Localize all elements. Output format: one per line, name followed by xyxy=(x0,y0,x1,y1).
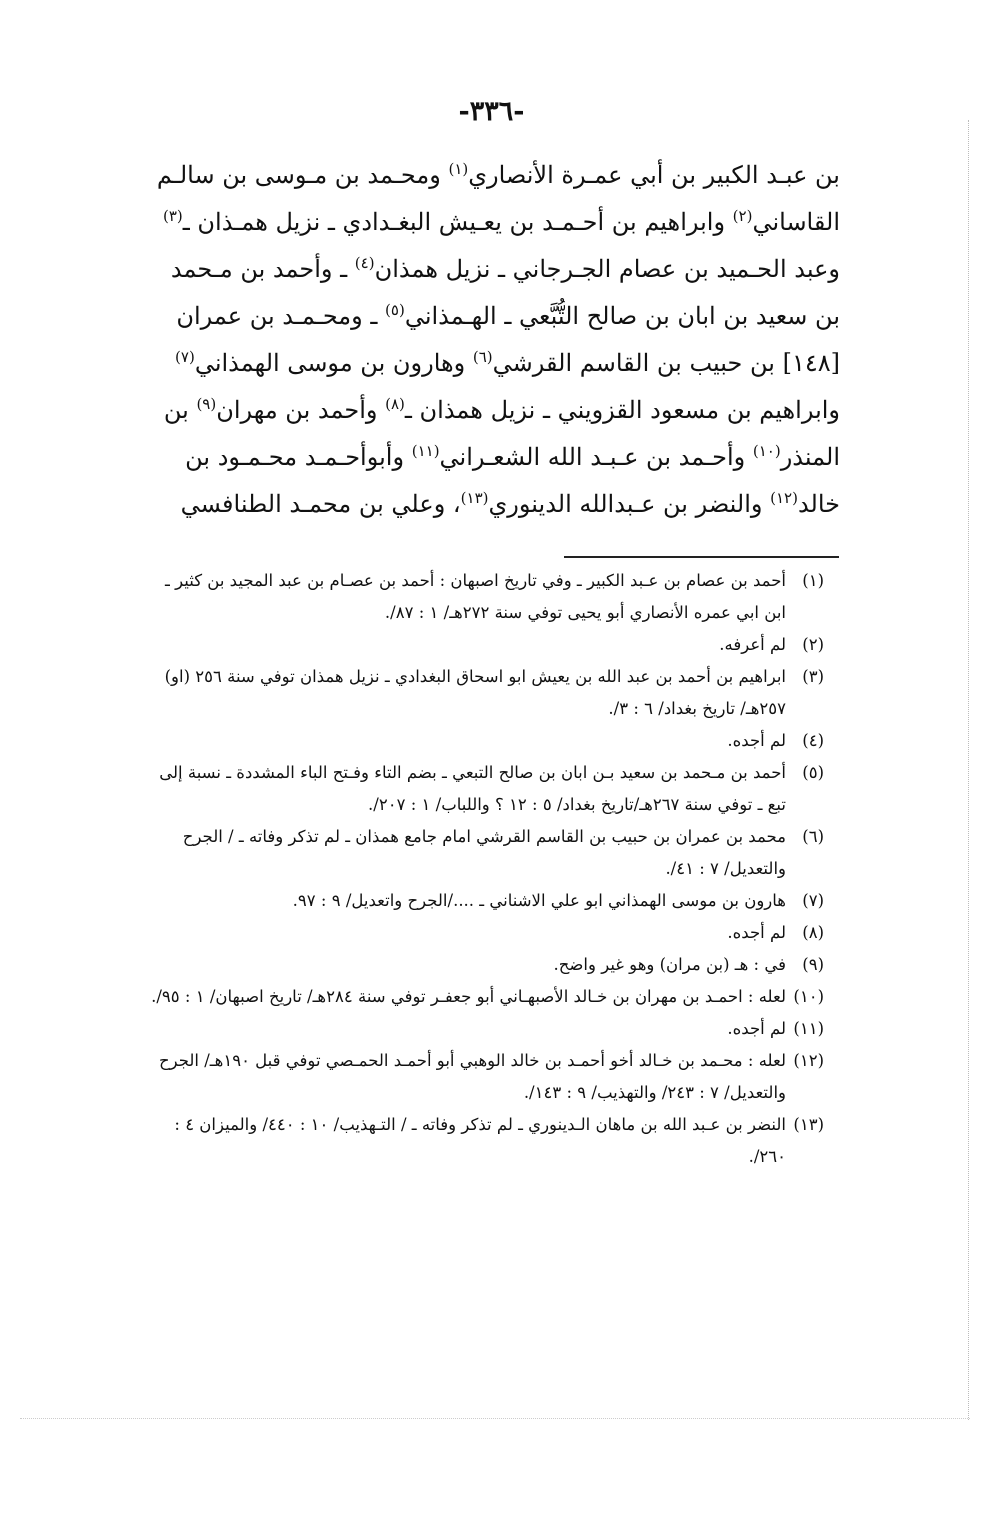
main-text-line xyxy=(122,481,840,528)
footnote-text: لعله : احمـد بن مهران بن خـالد الأصبهـاني أبو جعفـر توفي سنة ٢٨٤هـ/ تاريخ اصبهان/ ١ : ٩٥/. xyxy=(151,987,786,1006)
footnote-number: (١) xyxy=(802,571,824,590)
footnote-reference: (١٣) xyxy=(460,489,489,507)
footnote-text: هارون بن موسى الهمذاني ابو علي الاشناني ـ ..../الجرح واتعديل/ ٩ : ٩٧. xyxy=(292,891,786,910)
main-text-segment: ومحـمد بن مـوسى بن سالـم xyxy=(156,161,449,189)
main-text-line xyxy=(122,293,840,340)
main-text-segment: وأحـمد بن عـبـد الله الشعـراني xyxy=(439,443,753,471)
scan-edge-right xyxy=(968,120,969,1420)
footnote-reference: (٥) xyxy=(385,301,405,319)
footnote-reference: (١٠) xyxy=(752,442,781,460)
footnote-text: ابراهيم بن أحمد بن عبد الله بن يعيش ابو اسحاق البغدادي ـ نزيل همذان توفي سنة ٢٥٦ (او) ٢٥٧هـ/ تاريخ بغداد/ ٦ : ٣/. xyxy=(164,667,786,718)
footnote-reference: (٤) xyxy=(354,254,375,272)
main-text-segment: بن سعيد بن ابان بن صالح التُّبَّعي ـ الهـمذاني xyxy=(404,302,840,330)
footnote-number: (٩) xyxy=(802,955,824,974)
footnote-reference: (٦) xyxy=(472,348,493,366)
footnote xyxy=(150,1109,824,1173)
footnote-reference: (٨) xyxy=(385,395,405,413)
footnote xyxy=(150,565,824,629)
main-text-segment: المنذر xyxy=(780,443,840,471)
footnote-reference: (١٢) xyxy=(770,489,798,507)
main-text-segment: ـ وأحمد بن مـحمد xyxy=(170,255,355,283)
main-text-line xyxy=(122,246,840,293)
footnote-reference: (٢) xyxy=(732,207,753,225)
main-text-segment: [١٤٨] بن حبيب بن القاسم القرشي xyxy=(492,349,840,377)
footnote-text: لم أعرفه. xyxy=(719,635,786,654)
footnote xyxy=(150,949,824,981)
footnote-number: (١١) xyxy=(793,1019,824,1038)
main-text-line xyxy=(122,199,840,246)
footnote-text: النضر بن عـبد الله بن ماهان الـدينوري ـ لم تذكر وفاته ـ / التـهذيب/ ١٠ : ٤٤٠/ والميزان ٤ : ٢٦٠/. xyxy=(174,1115,786,1166)
main-text-line xyxy=(122,152,840,199)
footnote xyxy=(150,629,824,661)
main-text-segment: وابراهيم بن مسعود القزويني ـ نزيل همذان ـ xyxy=(404,396,840,424)
main-text-segment: القاساني xyxy=(752,208,840,236)
footnotes xyxy=(150,565,824,1173)
main-text-segment: وأحمد بن مهران xyxy=(216,396,386,424)
footnote-text: أحمد بن مـحمد بن سعيد بـن ابان بن صالح التبعي ـ بضم التاء وفـتح الباء المشددة ـ نسبة إلى تبع ـ توفي سنة ٢٦٧هـ/تاريخ بغداد/ ٥ : ١٢ ؟ واللباب/ ١ : ٢٠٧/. xyxy=(159,763,786,814)
footnote-text: لم أجده. xyxy=(727,1019,786,1038)
footnote-number: (٧) xyxy=(802,891,824,910)
footnote-number: (١٢) xyxy=(793,1051,824,1070)
footnote-text: محمد بن عمران بن حبيب بن القاسم القرشي امام جامع همذان ـ لم تذكر وفاته ـ / الجرح والتعديل/ ٧ : ٤١/. xyxy=(182,827,786,878)
footnote-reference: (٣) xyxy=(162,207,183,225)
footnote-number: (٨) xyxy=(802,923,824,942)
main-text-line xyxy=(122,387,840,434)
main-text-segment: بن xyxy=(163,396,197,424)
main-text-segment: ، وعلي بن محمـد الطنافسي xyxy=(180,490,461,518)
footnote xyxy=(150,725,824,757)
footnote-number: (٣) xyxy=(802,667,824,686)
main-text-segment: وأبوأحـمـد محـمـود بن xyxy=(185,443,412,471)
footnote-number: (٢) xyxy=(802,635,824,654)
main-text xyxy=(122,152,840,528)
main-text-segment: ـ ومحـمـد بن عمران xyxy=(176,302,386,330)
footnote-text: لعله : محـمد بن خـالد أخو أحمـد بن خالد الوهبي أبو أحمـد الحمـصي توفي قبل ١٩٠هـ/ الجرح والتعديل/ ٧ : ٢٤٣/ والتهذيب/ ٩ : ١٤٣/. xyxy=(158,1051,786,1102)
footnote xyxy=(150,885,824,917)
footnote-text: أحمد بن عصام بن عـبد الكبير ـ وفي تاريخ اصبهان : أحمد بن عصـام بن عبد المجيد بن كثير ـ ابن ابي عمره الأنصاري أبو يحيى توفي سنة ٢٧٢هـ/ ١ : ٨٧/. xyxy=(165,571,786,622)
scan-edge-bottom xyxy=(20,1418,970,1419)
footnote xyxy=(150,821,824,885)
footnote xyxy=(150,981,824,1013)
footnote-reference: (١) xyxy=(448,160,469,178)
footnote-text: لم أجده. xyxy=(727,923,786,942)
footnote-text: لم أجده. xyxy=(727,731,786,750)
footnote-number: (٤) xyxy=(802,731,824,750)
footnote-separator xyxy=(564,556,839,558)
footnote-reference: (٩) xyxy=(196,395,217,413)
main-text-segment: وهارون بن موسى الهمذاني xyxy=(194,349,473,377)
footnote-number: (٦) xyxy=(802,827,824,846)
main-text-segment: وابراهيم بن أحـمـد بن يعـيش البغـدادي ـ نزيل همـذان ـ xyxy=(182,208,733,236)
main-text-segment: خالد xyxy=(797,490,840,518)
main-text-segment: والنضر بن عـبدالله الدينوري xyxy=(488,490,771,518)
main-text-segment: بن عبـد الكبير بن أبي عمـرة الأنصاري xyxy=(468,161,840,189)
footnote xyxy=(150,1013,824,1045)
footnote-number: (١٠) xyxy=(793,987,824,1006)
main-text-line xyxy=(122,434,840,481)
footnote-text: في : هـ (بن مران) وهو غير واضح. xyxy=(553,955,786,974)
footnote-reference: (١١) xyxy=(411,442,440,460)
footnote-number: (٥) xyxy=(802,763,824,782)
main-text-segment: وعبد الحـميد بن عصام الجـرجاني ـ نزيل همذان xyxy=(374,255,840,283)
main-text-line xyxy=(122,340,840,387)
page-number: -٣٣٦- xyxy=(458,96,525,127)
footnote xyxy=(150,757,824,821)
footnote-reference: (٧) xyxy=(175,348,195,366)
footnote xyxy=(150,917,824,949)
footnote-number: (١٣) xyxy=(793,1115,824,1134)
footnote xyxy=(150,661,824,725)
footnote xyxy=(150,1045,824,1109)
